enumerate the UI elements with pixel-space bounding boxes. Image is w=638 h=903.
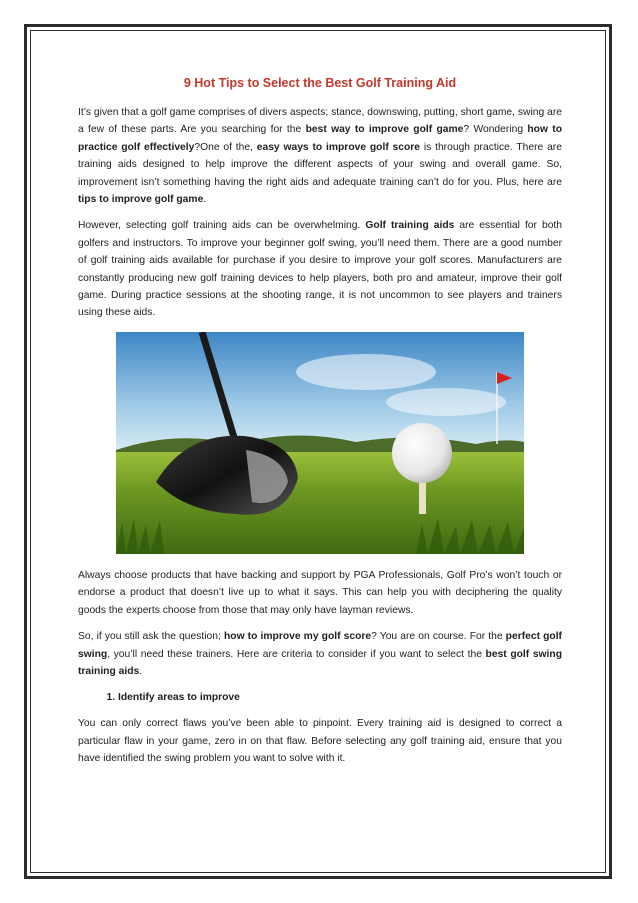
cloud [296,354,436,390]
keyword-link: best way to improve golf game [305,124,464,136]
keyword-link: Golf training aids [365,220,455,232]
keyword-link: how to improve my golf score [223,631,372,643]
keyword-link: perfect golf swing [78,631,562,660]
cloud [386,388,506,416]
keyword-link: tips to improve golf game [78,194,204,206]
paragraph-intro: It’s given that a golf game comprises of divers aspects; stance, downswing, putting, short game, swing are a few of these parts. Are you searching for the best way to improve golf game? Wondering how to practice golf effectively?One of the, easy ways to improve golf score is through practice. There are training aids designed to help improve the different aspects of your swing and overall game. So, improvement isn’t something having the right aids and adequate training can’t do for you. Plus, here are tips to improve golf game. [78,107,563,206]
golf-ball [392,423,452,483]
paragraph-question: So, if you still ask the question; how to improve my golf score? You are on course. For the perfect golf swing, you’ll need these trainers. Here are criteria to consider if you want to select the best golf swing training aids. [78,631,562,677]
tips-list [78,689,562,706]
page-title: 9 Hot Tips to Select the Best Golf Training Aid [183,76,457,90]
keyword-link: easy ways to improve golf score [256,141,421,153]
paragraph-selecting: However, selecting golf training aids can be overwhelming. Golf training aids are essential for both golfers and instructors. To improve your beginner golf swing, you’ll need them. There are a good number of golf training aids available for purchase if you desire to improve your golf scores. Manufacturers are constantly producing new golf training devices to help players, both pro and amateur, improve their golf game. During practice sessions at the shooting range, it is not uncommon to see players and trainers using these aids. [78,220,563,319]
paragraph-pga: Always choose products that have backing and support by PGA Professionals, Golf Pro’s won’t touch or endorse a product that doesn’t live up to what it says. This can help you with deciphering the quality goods the experts choose from those that may only have layman reviews. [78,569,562,616]
document-body [78,76,562,777]
golf-photo [116,332,524,554]
keyword-link: how to practice golf effectively [78,124,563,153]
list-item: 1. Identify areas to improve [118,689,562,706]
paragraph-identify: You can only correct flaws you’ve been able to pinpoint. Every training aid is designed to correct a particular flaw in your game, zero in on that flaw. Before selecting any golf training aid, ensure that you have identified the swing problem you want to solve with it. [78,718,562,765]
tee [419,480,426,514]
keyword-link: best golf swing training aids [78,648,562,677]
